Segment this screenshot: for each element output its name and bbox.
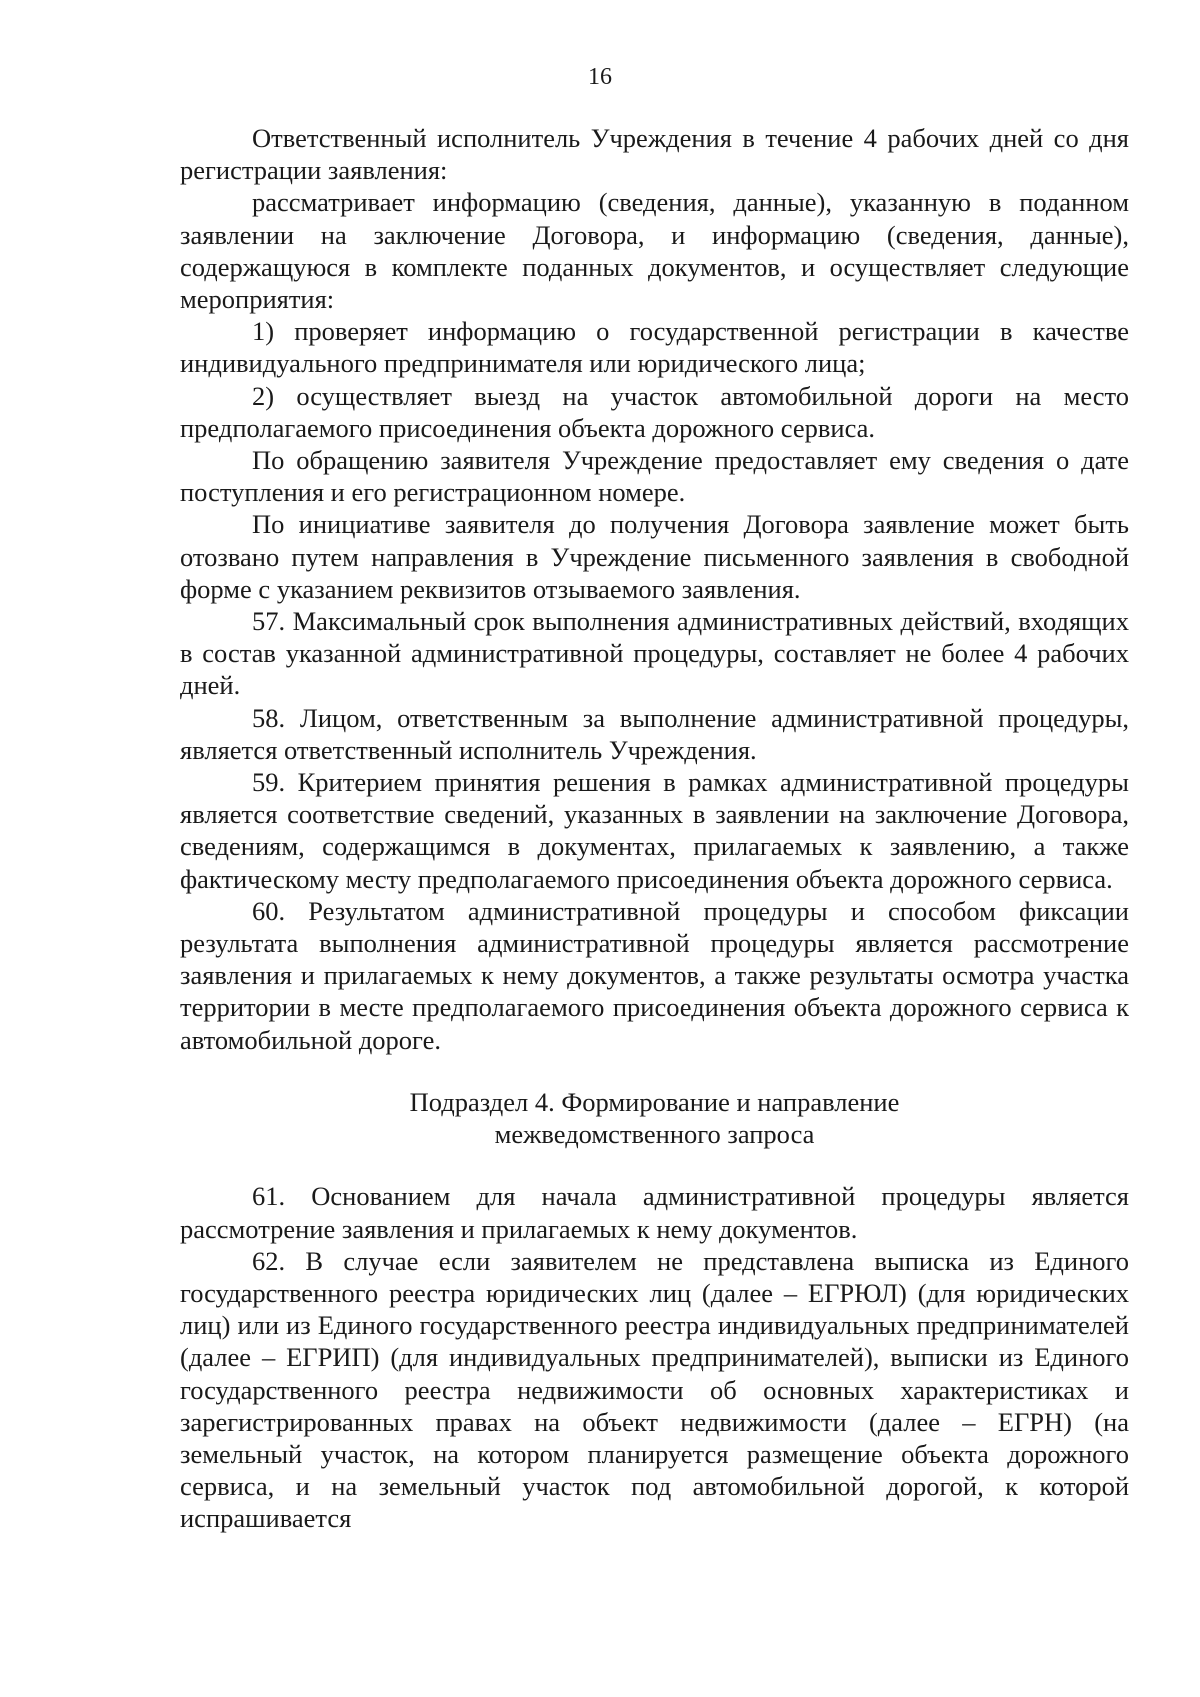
paragraph-59: 59. Критерием принятия решения в рамках административной процедуры является соответствие сведений, указанных в заявлении на заключение Договора, сведениям, содержащимся в документах, прилагаемых к заявлению, а также фактическому месту предполагаемого присоединения объекта дорожного сервиса. (180, 767, 1129, 894)
paragraph-60: 60. Результатом административной процедуры и способом фиксации результата выполнения административной процедуры является рассмотрение заявления и прилагаемых к нему документов, а также результаты осмотра участка территории в месте предполагаемого присоединения объекта дорожного сервиса к автомобильной дороге. (180, 895, 1129, 1055)
paragraph-intro: Ответственный исполнитель Учреждения в течение 4 рабочих дней со дня регистрации заявления: (180, 123, 1129, 186)
section-heading-line-1: Подраздел 4. Формирование и направление (409, 1086, 900, 1117)
paragraph-withdrawal: По инициативе заявителя до получения Договора заявление может быть отозвано путем направления в Учреждение письменного заявления в свободной форме с указанием реквизитов отзываемого заявления. (180, 509, 1129, 604)
paragraph-review: рассматривает информацию (сведения, данные), указанную в поданном заявлении на заключение Договора, и информацию (сведения, данные), содержащуюся в комплекте поданных документов, и осуществляет следующие мероприятия: (180, 187, 1129, 315)
paragraph-62: 62. В случае если заявителем не представлена выписка из Единого государственного реестра юридических лиц (далее – ЕГРЮЛ) (для юридических лиц) или из Единого государственного реестра индивидуальных предпринимателей (далее – ЕГРИП) (для индивидуальных предпринимателей), выписки из Единого государственного реестра недвижимости об основных характеристиках и зарегистрированных правах на объект недвижимости (далее – ЕГРН) (на земельный участок, на котором планируется размещение объекта дорожного сервиса, и на земельный участок под автомобильной дорогой, к которой испрашивается (180, 1245, 1129, 1534)
document-body (180, 122, 1129, 1535)
paragraph-58: 58. Лицом, ответственным за выполнение административной процедуры, является ответственный исполнитель Учреждения. (180, 702, 1129, 765)
paragraph-57: 57. Максимальный срок выполнения административных действий, входящих в состав указанной административной процедуры, составляет не более 4 рабочих дней. (180, 606, 1129, 701)
paragraph-item-2: 2) осуществляет выезд на участок автомобильной дороги на место предполагаемого присоединения объекта дорожного сервиса. (180, 380, 1129, 443)
section-heading (180, 1086, 1129, 1150)
page-number: 16 (588, 64, 612, 90)
paragraph-applicant-request: По обращению заявителя Учреждение предоставляет ему сведения о дате поступления и его регистрационном номере. (180, 445, 1129, 508)
paragraph-item-1: 1) проверяет информацию о государственной регистрации в качестве индивидуального предпринимателя или юридического лица; (180, 316, 1129, 379)
section-heading-line-2: межведомственного запроса (494, 1119, 815, 1150)
paragraph-61: 61. Основанием для начала административной процедуры является рассмотрение заявления и прилагаемых к нему документов. (180, 1181, 1129, 1244)
